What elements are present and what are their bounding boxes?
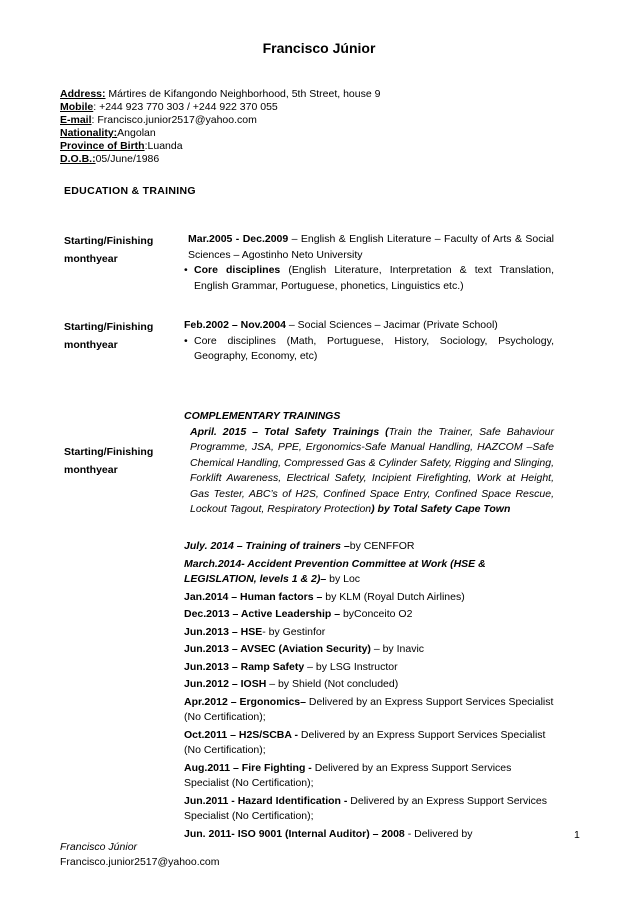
- training-item-tail: – by Shield (Not concluded): [266, 678, 399, 690]
- training-item-head: Jun. 2011- ISO 9001 (Internal Auditor) – 2008: [184, 827, 405, 840]
- training-item-head: July. 2014 – Training of trainers –: [184, 540, 350, 552]
- training-item-head: Apr.2012 – Ergonomics–: [184, 695, 306, 708]
- comp-total-safety: [184, 425, 554, 518]
- complementary-trainings: [184, 409, 554, 518]
- email-value: : Francisco.junior2517@yahoo.com: [91, 114, 257, 126]
- training-item: [184, 660, 554, 676]
- training-item-tail: – by LSG Instructor: [304, 660, 398, 673]
- training-item-head: Jun.2012 – IOSH: [184, 678, 267, 690]
- training-item: [184, 695, 554, 726]
- bullet-icon: •: [184, 334, 188, 347]
- edu1-desc: [184, 232, 554, 263]
- training-item-head: March.2014- Accident Prevention Committee at Work (HSE & LEGISLATION, levels 1 & 2)–: [184, 557, 486, 585]
- section-title: EDUCATION & TRAINING: [64, 185, 196, 197]
- training-item-head: Jun.2013 – HSE: [184, 625, 263, 638]
- training-list: [184, 539, 554, 844]
- comp-p1-tail: ) by Total Safety Cape Town: [371, 503, 511, 515]
- row-label-line2: monthyear: [64, 464, 118, 476]
- comp-heading: COMPLEMENTARY TRAININGS: [184, 410, 341, 422]
- training-item: [184, 761, 554, 792]
- footer-email: Francisco.junior2517@yahoo.com: [60, 856, 220, 868]
- page-title: Francisco Júnior: [262, 40, 376, 56]
- training-item-tail: Delivered by an Express Support Services Specialist (No Certification);: [184, 761, 512, 789]
- dob-label: D.O.B.:: [60, 153, 96, 165]
- edu1-period: Mar.2005 - Dec.2009: [188, 233, 289, 245]
- edu2-period: Feb.2002 – Nov.2004: [184, 319, 286, 331]
- nationality-value: Angolan: [117, 127, 156, 139]
- address-label: Address:: [60, 88, 106, 100]
- edu1-bullet: [184, 263, 554, 294]
- training-item: [184, 557, 554, 588]
- mobile-line: [60, 101, 580, 114]
- training-item-tail: – by Inavic: [370, 643, 425, 655]
- row-label-line1: Starting/Finishing: [64, 321, 154, 333]
- email-label: E-mail: [60, 114, 92, 126]
- training-item: [184, 642, 554, 658]
- training-item: [184, 607, 554, 623]
- edu1-bullet-head: Core disciplines: [194, 264, 281, 276]
- page-number: 1: [574, 829, 580, 841]
- training-item: [184, 625, 554, 641]
- training-item-head: Jan.2014 – Human factors –: [184, 590, 323, 603]
- footer-name: Francisco Júnior: [60, 841, 138, 853]
- training-item-tail: by Loc: [326, 573, 361, 585]
- training-item-tail: - Delivered by: [404, 827, 473, 840]
- row-label-line2: monthyear: [64, 253, 118, 265]
- comp-p1-body: Train the Trainer, Safe Bahaviour Programme, JSA, PPE, Ergonomics-Safe Manual Handling, HAZCOM –Safe Chemical Handling, Compressed Gas & Cylinder Safety, Rigging and Slinging, Forklift Awareness, Electrical Safety, Incipient Firefighting, Work at Height, Gas Tester, ABC’s of H2S, Confined Space Entry, Confined Space Rescue, Lockout Tagout, Respiratory Protection: [190, 425, 554, 515]
- edu2-bullet-text: Core disciplines (Math, Portuguese, History, Sociology, Psychology, Geography, Economy, etc): [194, 334, 554, 362]
- training-item-head: Aug.2011 – Fire Fighting -: [184, 761, 312, 774]
- edu1-text: – English & English Literature – Faculty of Arts & Social Sciences – Agostinho Neto University: [188, 233, 554, 261]
- edu1-bullet-text: (English Literature, Interpretation & text Translation, English Grammar, Portuguese, phonetics, Linguistics etc.): [194, 264, 554, 292]
- footer: [60, 840, 220, 870]
- row-label-line2: monthyear: [64, 339, 118, 351]
- email-line: [60, 114, 580, 127]
- bullet-icon: •: [184, 264, 188, 276]
- mobile-label: Mobile: [60, 101, 94, 113]
- row-label-line1: Starting/Finishing: [64, 235, 154, 247]
- nationality-line: [60, 127, 580, 140]
- training-item-tail: byConceito O2: [340, 608, 413, 620]
- training-item-head: Dec.2013 – Active Leadership –: [184, 608, 341, 620]
- training-item: [184, 827, 554, 843]
- training-item-tail: by CENFFOR: [349, 540, 415, 552]
- education-entry-1: [184, 232, 554, 294]
- training-item-tail: Delivered by an Express Support Services Specialist (No Certification);: [184, 794, 547, 822]
- education-entry-2: [184, 318, 554, 365]
- province-value: :Luanda: [144, 140, 183, 152]
- training-item: [184, 539, 554, 555]
- training-item: [184, 728, 554, 759]
- nationality-label: Nationality:: [60, 127, 118, 139]
- training-item: [184, 794, 554, 825]
- row-label-line1: Starting/Finishing: [64, 446, 154, 458]
- contact-block: [60, 88, 580, 166]
- dob-value: 05/June/1986: [95, 153, 160, 165]
- training-item-tail: Delivered by an Express Support Services Specialist (No Certification);: [184, 728, 546, 756]
- province-label: Province of Birth: [60, 140, 145, 152]
- address-line: [60, 88, 580, 101]
- address-value: Mártires de Kifangondo Neighborhood, 5th Street, house 9: [105, 88, 381, 100]
- comp-p1-head: April. 2015 – Total Safety Trainings (: [190, 425, 389, 438]
- training-item-tail: - by Gestinfor: [262, 625, 326, 638]
- row-label-comp: [64, 443, 153, 479]
- training-item-head: Jun.2011 - Hazard Identification -: [184, 794, 348, 807]
- edu2-desc: [184, 318, 554, 334]
- mobile-value: : +244 923 770 303 / +244 922 370 055: [93, 101, 278, 113]
- training-item-tail: by KLM (Royal Dutch Airlines): [322, 590, 465, 603]
- row-label-edu1: [64, 232, 153, 268]
- row-label-edu2: [64, 318, 153, 354]
- edu2-text: – Social Sciences – Jacimar (Private School): [285, 319, 498, 331]
- training-item: [184, 590, 554, 606]
- training-item-head: Jun.2013 – AVSEC (Aviation Security): [184, 643, 371, 655]
- dob-line: [60, 153, 580, 166]
- training-item-head: Jun.2013 – Ramp Safety: [184, 660, 305, 673]
- province-line: [60, 140, 580, 153]
- edu2-bullet: [184, 334, 554, 365]
- training-item-tail: Delivered by an Express Support Services Specialist (No Certification);: [184, 695, 554, 723]
- training-item-head: Oct.2011 – H2S/SCBA -: [184, 728, 298, 741]
- training-item: [184, 677, 554, 693]
